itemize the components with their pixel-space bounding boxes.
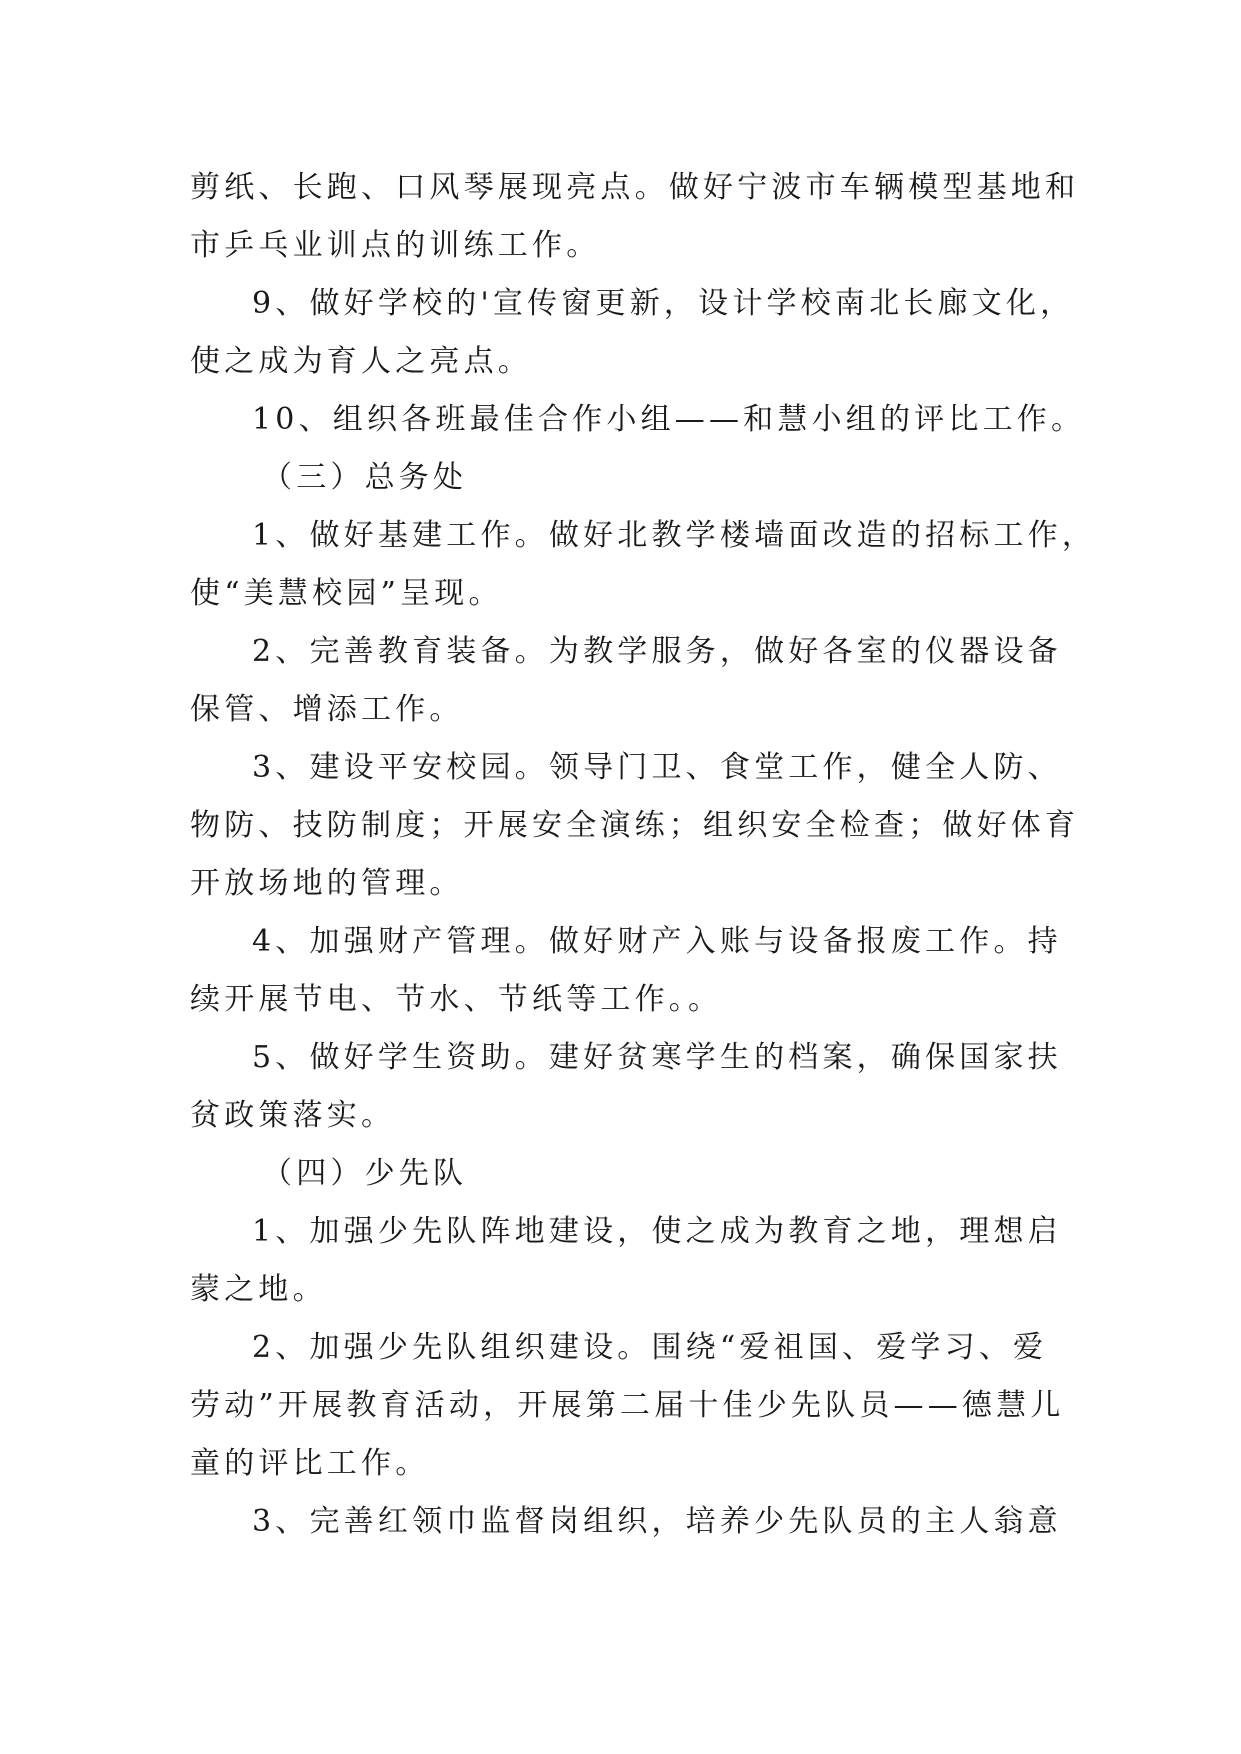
paragraph-line: 剪纸、长跑、口风琴展现亮点。做好宁波市车辆模型基地和 <box>190 170 1080 205</box>
section-heading: （三）总务处 <box>262 460 468 495</box>
paragraph-line: 蒙之地。 <box>190 1272 327 1307</box>
paragraph-line: 1、做好基建工作。做好北教学楼墙面改造的招标工作， <box>252 518 1097 553</box>
paragraph-line: 物防、技防制度；开展安全演练；组织安全检查；做好体育 <box>190 808 1080 843</box>
paragraph-line: 10、组织各班最佳合作小组——和慧小组的评比工作。 <box>252 402 1086 437</box>
paragraph-line: 2、加强少先队组织建设。围绕“爱祖国、爱学习、爱 <box>252 1330 1048 1365</box>
paragraph-line: 劳动”开展教育活动，开展第二届十佳少先队员——德慧儿 <box>190 1388 1065 1423</box>
paragraph-line: 市乒乓业训点的训练工作。 <box>190 228 601 263</box>
paragraph-line: 5、做好学生资助。建好贫寒学生的档案，确保国家扶 <box>252 1040 1062 1075</box>
paragraph-line: 开放场地的管理。 <box>190 866 464 901</box>
paragraph-line: 3、完善红领巾监督岗组织，培养少先队员的主人翁意 <box>252 1504 1062 1539</box>
paragraph-line: 童的评比工作。 <box>190 1446 430 1481</box>
paragraph-line: 使之成为育人之亮点。 <box>190 344 532 379</box>
paragraph-line: 9、做好学校的'宣传窗更新，设计学校南北长廊文化， <box>252 286 1075 321</box>
paragraph-line: 保管、增添工作。 <box>190 692 464 727</box>
paragraph-line: 贫政策落实。 <box>190 1098 396 1133</box>
paragraph-line: 3、建设平安校园。领导门卫、食堂工作，健全人防、 <box>252 750 1062 785</box>
paragraph-line: 使“美慧校园”呈现。 <box>190 576 503 611</box>
section-heading: （四）少先队 <box>262 1156 468 1191</box>
paragraph-line: 1、加强少先队阵地建设，使之成为教育之地，理想启 <box>252 1214 1062 1249</box>
paragraph-line: 续开展节电、节水、节纸等工作。。 <box>190 982 723 1017</box>
paragraph-line: 2、完善教育装备。为教学服务，做好各室的仪器设备 <box>252 634 1062 669</box>
paragraph-line: 4、加强财产管理。做好财产入账与设备报废工作。持 <box>252 924 1062 959</box>
